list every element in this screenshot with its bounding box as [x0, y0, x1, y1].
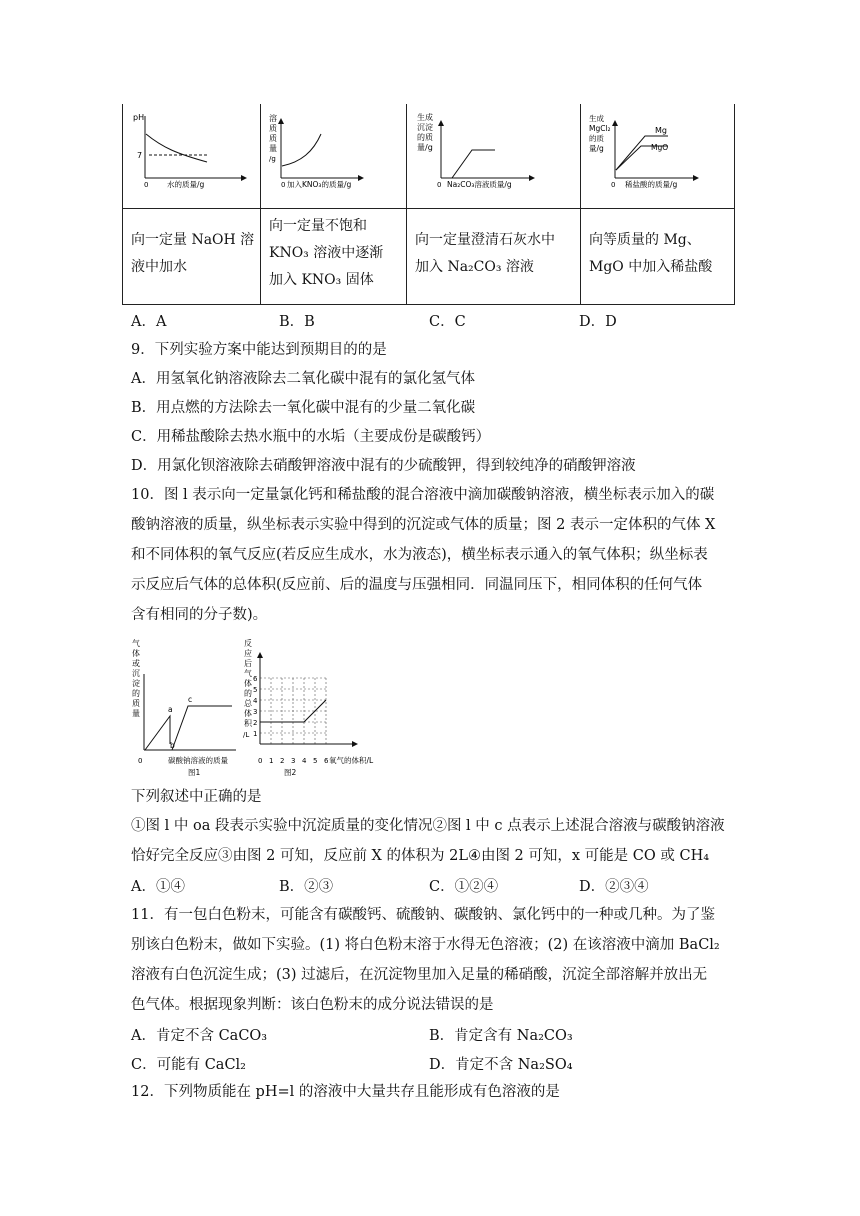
point-b-label: b [170, 741, 175, 750]
q11-option-d[interactable]: D．肯定不含 Na₂SO₄ [429, 1057, 573, 1073]
q8-graph-a [123, 104, 261, 208]
q9-option-c[interactable]: C．用稀盐酸除去热水瓶中的水垢（主要成份是碳酸钙） [131, 429, 491, 445]
fig1-x-label: 碳酸钠溶液的质量 [168, 756, 228, 765]
seven-label: 7 [137, 151, 143, 160]
y-axis-label-4: 量/g [417, 143, 433, 152]
q10-option-c[interactable]: C．①②④ [429, 879, 499, 895]
y-tick: 3 [253, 708, 258, 716]
origin-label: 0 [144, 181, 149, 189]
q8-table [122, 104, 735, 305]
y-axis-label-3: 的质 [417, 133, 433, 142]
y-axis-label-4: 量/g [589, 144, 604, 153]
fig1-y-label: 质 [132, 699, 140, 708]
q10-statement-line: ①图 l 中 oa 段表示实验中沉淀质量的变化情况②图 l 中 c 点表示上述混合溶液与碳酸钠溶液 [131, 818, 725, 834]
q8-desc-b [261, 208, 407, 304]
mgo-curve-label: MgO [651, 143, 669, 152]
y-axis-label-2: 沉淀 [417, 123, 433, 132]
desc-line: 加入 Na₂CO₃ 溶液 [415, 258, 534, 275]
x-tick: 3 [291, 757, 296, 765]
x-tick: 4 [302, 757, 307, 765]
q10-stem-line: 酸钠溶液的质量，纵坐标表示实验中得到的沉淀或气体的质量；图 2 表示一定体积的气体 X [131, 517, 716, 533]
q11-option-c[interactable]: C．可能有 CaCl₂ [131, 1057, 246, 1073]
x-axis-label: 加入KNO₃的质量/g [287, 180, 352, 189]
desc-line: 液中加水 [131, 258, 187, 275]
q8-graph-c [407, 104, 581, 208]
desc-line: 向一定量澄清石灰水中 [415, 231, 555, 248]
q8-graph-b [261, 104, 407, 208]
y-axis-label-4: 量 [269, 144, 277, 153]
y-tick: 6 [253, 675, 258, 683]
y-tick: 5 [253, 686, 258, 694]
fig2-y-label: 气 [244, 669, 252, 678]
fig2-y-label: 体 [244, 679, 252, 688]
ph-graph [123, 104, 260, 194]
ph-axis-label: pH [133, 113, 145, 122]
x-tick: 0 [258, 757, 263, 765]
desc-line: 加入 KNO₃ 固体 [269, 271, 374, 288]
desc-line: 向一定量不饱和 [269, 217, 367, 234]
point-c-label: c [188, 695, 193, 704]
y-tick: 2 [253, 719, 258, 727]
y-axis-label-2: 质 [269, 124, 277, 133]
q8-option-d[interactable]: D．D [579, 314, 617, 330]
q10-option-b[interactable]: B．②③ [279, 879, 334, 895]
q12-stem: 12．下列物质能在 pH=l 的溶液中大量共存且能形成有色溶液的是 [131, 1084, 560, 1100]
q8-desc-c [407, 208, 581, 304]
desc-line: 向等质量的 Mg、 [589, 231, 701, 248]
x-tick: 5 [313, 757, 318, 765]
q11-stem-line: 色气体。根据现象判断：该白色粉末的成分说法错误的是 [131, 997, 494, 1013]
q10-stem-line: 10．图 l 表示向一定量氯化钙和稀盐酸的混合溶液中滴加碳酸钠溶液，横坐标表示加入的碳 [131, 487, 715, 503]
q10-option-d[interactable]: D．②③④ [579, 879, 649, 895]
fig2-x-label: 氧气的体积/L [329, 756, 374, 765]
q10-stem-line: 和不同体积的氧气反应(若反应生成水，水为液态)，横坐标表示通入的氧气体积；纵坐标表 [131, 547, 708, 563]
point-a-label: a [168, 705, 173, 714]
figure-2 [240, 634, 382, 780]
fig2-y-label: 反 [244, 639, 252, 648]
q8-graph-d [581, 104, 735, 208]
figure-1 [128, 634, 240, 780]
y-axis-label-2: MgCl₂ [589, 124, 611, 133]
fig1-caption: 图1 [188, 768, 201, 777]
mgcl2-graph [581, 104, 734, 194]
desc-line: KNO₃ 溶液中逐渐 [269, 244, 384, 261]
q11-option-a[interactable]: A．肯定不含 CaCO₃ [131, 1028, 268, 1044]
q10-stem-line: 含有相同的分子数)。 [131, 607, 268, 623]
fig2-y-label: 的 [244, 689, 252, 698]
q8-desc-a [123, 208, 261, 304]
desc-line: 向一定量 NaOH 溶 [131, 231, 255, 248]
x-axis-label: 水的质量/g [167, 180, 205, 189]
x-axis-label: Na₂CO₃溶液质量/g [447, 180, 512, 189]
q11-stem-line: 别该白色粉末，做如下实验。(1) 将白色粉末溶于水得无色溶液；(2) 在该溶液中滴加 BaCl₂ [131, 937, 720, 953]
q9-option-a[interactable]: A．用氢氧化钠溶液除去二氧化碳中混有的氯化氢气体 [131, 371, 475, 387]
q9-option-d[interactable]: D．用氯化钡溶液除去硝酸钾溶液中混有的少硫酸钾，得到较纯净的硝酸钾溶液 [131, 458, 636, 474]
fig1-y-label: 淀 [132, 679, 140, 688]
fig2-y-label: 应 [244, 649, 252, 658]
x-tick: 1 [269, 757, 274, 765]
precipitate-graph [407, 104, 580, 194]
y-axis-label-3: 质 [269, 134, 277, 143]
y-tick: 4 [253, 697, 258, 705]
x-tick: 6 [324, 757, 329, 765]
y-axis-label-1: 生成 [417, 113, 433, 122]
fig2-y-label: /L [243, 731, 250, 739]
fig1-y-label: 沉 [132, 669, 140, 678]
q10-option-a[interactable]: A．①④ [131, 879, 185, 895]
fig1-y-label: 的 [132, 689, 140, 698]
fig2-y-label: 体 [244, 709, 252, 718]
q8-option-a[interactable]: A．A [131, 314, 167, 330]
fig2-y-label: 后 [244, 659, 252, 668]
q10-statement-line: 恰好完全反应③由图 2 可知，反应前 X 的体积为 2L④由图 2 可知，x 可能是 CO 或 CH₄ [131, 848, 710, 864]
kno3-graph [261, 104, 406, 194]
q8-desc-d [581, 208, 735, 304]
fig1-origin-label: 0 [138, 757, 143, 765]
q8-option-c[interactable]: C．C [429, 314, 466, 330]
fig2-y-label: 总 [244, 699, 252, 708]
origin-label: 0 [611, 181, 616, 189]
y-tick: 1 [253, 730, 258, 738]
fig1-y-label: 或 [132, 659, 140, 668]
q9-stem: 9．下列实验方案中能达到预期目的的是 [131, 342, 387, 358]
q8-option-b[interactable]: B．B [279, 314, 315, 330]
fig2-caption: 图2 [284, 768, 297, 777]
q10-stem-line: 示反应后气体的总体积(反应前、后的温度与压强相同．同温同压下，相同体积的任何气体 [131, 577, 703, 593]
fig1-y-label: 气 [132, 639, 140, 648]
mg-curve-label: Mg [655, 126, 667, 135]
fig1-y-label: 体 [132, 649, 140, 658]
x-axis-label: 稀盐酸的质量/g [625, 180, 678, 189]
q9-option-b[interactable]: B．用点燃的方法除去一氧化碳中混有的少量二氧化碳 [131, 400, 476, 416]
y-axis-label-3: 的质 [589, 134, 604, 143]
origin-label: 0 [437, 181, 442, 189]
y-axis-label-1: 溶 [269, 114, 277, 123]
q10-lead: 下列叙述中正确的是 [131, 789, 262, 805]
desc-line: MgO 中加入稀盐酸 [589, 258, 713, 275]
fig2-y-label: 积 [244, 719, 252, 728]
y-axis-label-5: /g [269, 155, 276, 163]
origin-label: 0 [281, 181, 286, 189]
q11-option-b[interactable]: B．肯定含有 Na₂CO₃ [429, 1028, 573, 1044]
q11-stem-line: 11．有一包白色粉末，可能含有碳酸钙、硫酸钠、碳酸钠、氯化钙中的一种或几种。为了鉴 [131, 907, 715, 923]
q11-stem-line: 溶液有白色沉淀生成；(3) 过滤后，在沉淀物里加入足量的稀硝酸，沉淀全部溶解并放出无 [131, 967, 708, 983]
x-tick: 2 [280, 757, 285, 765]
fig1-y-label: 量 [132, 709, 140, 718]
y-axis-label-1: 生成 [589, 114, 604, 123]
